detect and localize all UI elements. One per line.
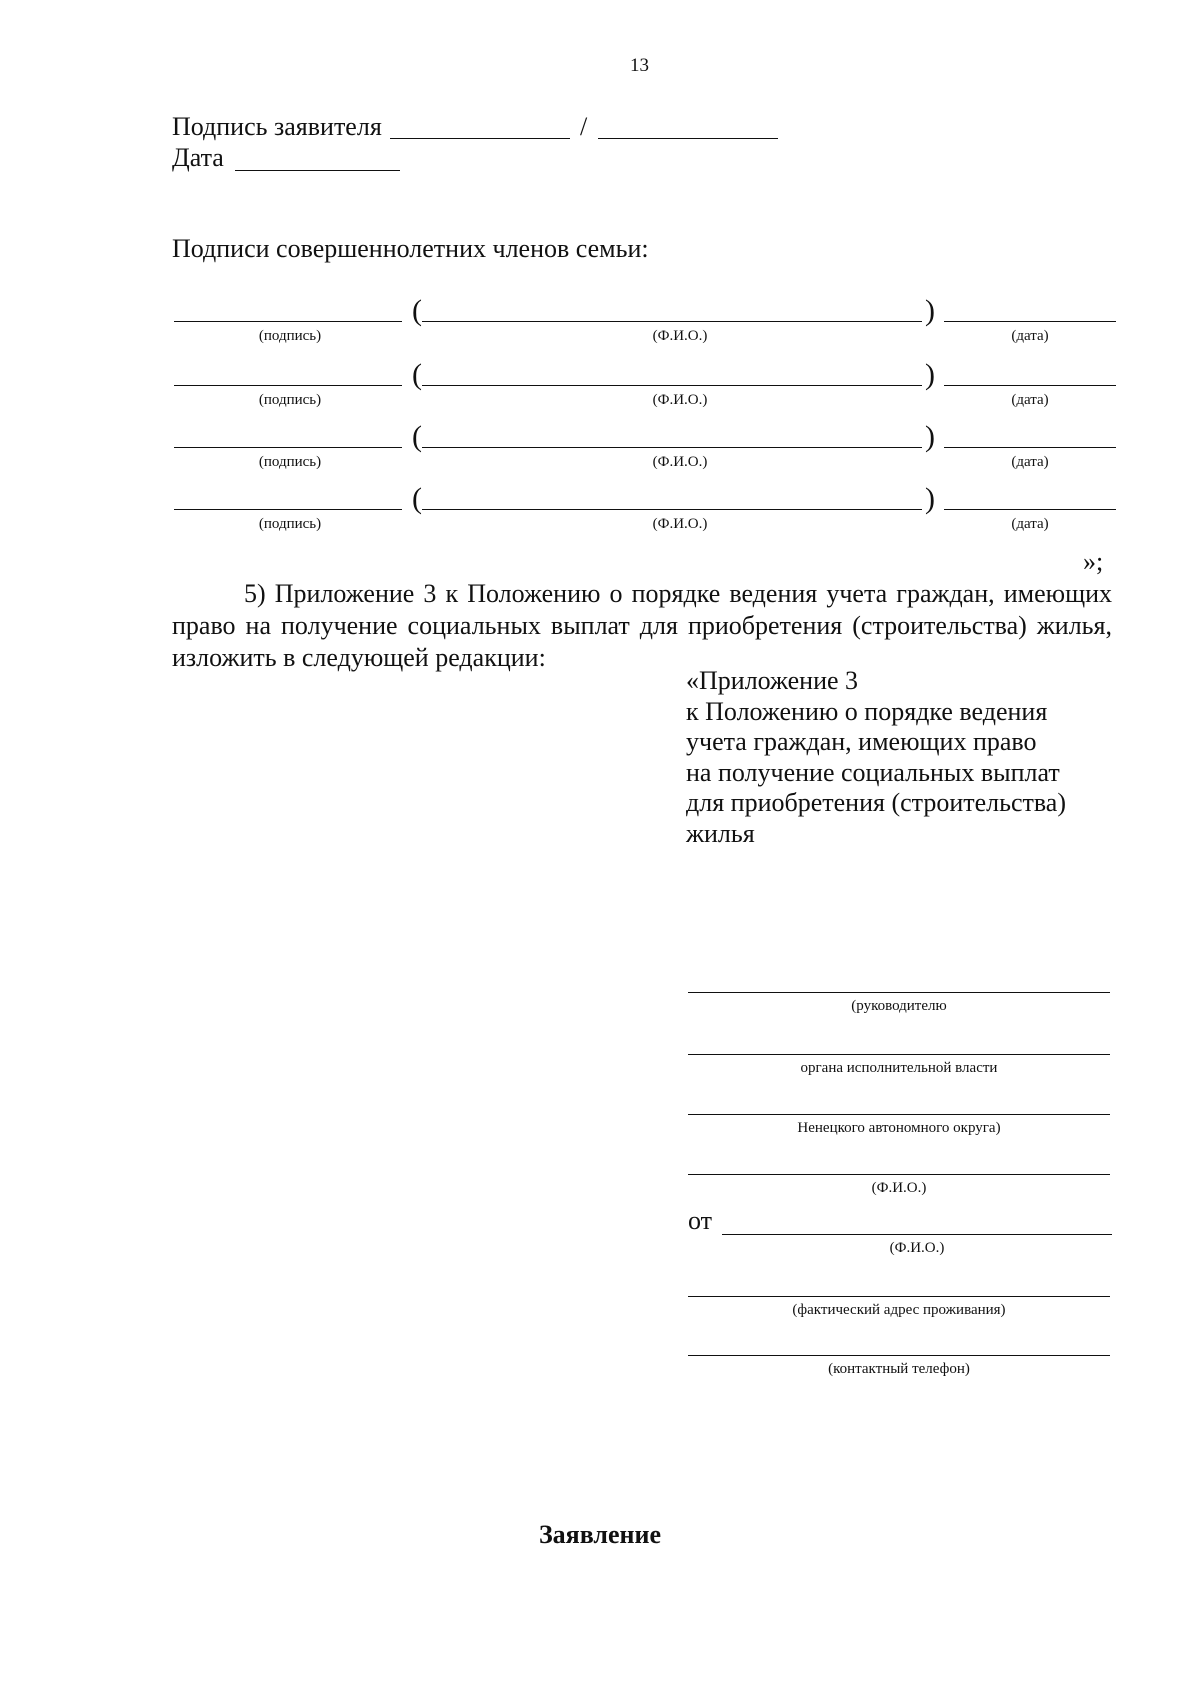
addressee-caption: (Ф.И.О.)	[889, 1240, 945, 1256]
date-caption: (дата)	[1011, 454, 1049, 470]
name-caption: (Ф.И.О.)	[652, 454, 708, 470]
annex-header	[686, 666, 1066, 849]
addressee-caption: (Ф.И.О.)	[871, 1180, 927, 1196]
annex-header-line: для приобретения (строительства)	[686, 788, 1067, 817]
paragraph-line: право на получение социальных выплат для приобретения (строительства) жилья,	[172, 611, 1112, 640]
paragraph-5	[172, 578, 1112, 674]
name-line[interactable]	[422, 447, 922, 448]
addressee-caption: (контактный телефон)	[828, 1361, 970, 1377]
signature-line[interactable]	[174, 447, 402, 448]
date-line[interactable]	[235, 170, 400, 171]
signature-caption: (подпись)	[258, 454, 322, 470]
date-line[interactable]	[944, 509, 1116, 510]
signature-caption: (подпись)	[258, 516, 322, 532]
name-caption: (Ф.И.О.)	[652, 392, 708, 408]
addressee-line[interactable]	[688, 1174, 1110, 1175]
annex-header-line: на получение социальных выплат	[686, 757, 1060, 787]
applicant-signature-line[interactable]	[390, 138, 570, 139]
date-caption: (дата)	[1011, 392, 1049, 408]
signature-line[interactable]	[174, 385, 402, 386]
signature-caption: (подпись)	[258, 328, 322, 344]
date-caption: (дата)	[1011, 516, 1049, 532]
addressee-line[interactable]	[688, 1296, 1110, 1297]
close-paren: )	[925, 420, 935, 453]
page-number: 13	[630, 55, 649, 76]
annex-header-line: «Приложение 3	[686, 666, 859, 695]
applicant-signature-label: Подпись заявителя	[172, 112, 382, 141]
name-line[interactable]	[422, 509, 922, 510]
from-label: от	[688, 1206, 713, 1235]
open-paren: (	[412, 482, 422, 515]
open-paren: (	[412, 420, 422, 453]
date-line[interactable]	[944, 447, 1116, 448]
addressee-line[interactable]	[722, 1234, 1112, 1235]
addressee-line[interactable]	[688, 992, 1110, 993]
addressee-line[interactable]	[688, 1054, 1110, 1055]
addressee-line[interactable]	[688, 1355, 1110, 1356]
annex-header-line: к Положению о порядке ведения	[686, 696, 1048, 726]
name-line[interactable]	[422, 385, 922, 386]
applicant-name-line[interactable]	[598, 138, 778, 139]
signature-caption: (подпись)	[258, 392, 322, 408]
closing-quote-mark: »;	[1083, 547, 1104, 576]
date-line[interactable]	[944, 385, 1116, 386]
annex-header-line: жилья	[686, 818, 755, 848]
annex-header-line: учета граждан, имеющих право	[686, 727, 1037, 756]
signature-separator: /	[580, 112, 588, 141]
addressee-line[interactable]	[688, 1114, 1110, 1115]
name-caption: (Ф.И.О.)	[652, 328, 708, 344]
addressee-caption: (фактический адрес проживания)	[792, 1302, 1006, 1318]
document-title: Заявление	[538, 1520, 662, 1549]
close-paren: )	[925, 294, 935, 327]
addressee-caption: (руководителю	[851, 998, 947, 1014]
close-paren: )	[925, 482, 935, 515]
close-paren: )	[925, 358, 935, 391]
signature-line[interactable]	[174, 509, 402, 510]
date-label: Дата	[172, 143, 224, 172]
date-caption: (дата)	[1011, 328, 1049, 344]
open-paren: (	[412, 358, 422, 391]
addressee-caption: органа исполнительной власти	[800, 1060, 998, 1076]
name-line[interactable]	[422, 321, 922, 322]
addressee-caption: Ненецкого автономного округа)	[797, 1120, 1001, 1136]
date-line[interactable]	[944, 321, 1116, 322]
paragraph-line: изложить в следующей редакции:	[172, 643, 546, 672]
name-caption: (Ф.И.О.)	[652, 516, 708, 532]
open-paren: (	[412, 294, 422, 327]
paragraph-line: 5) Приложение 3 к Положению о порядке ведения учета граждан, имеющих	[244, 579, 1112, 608]
family-signatures-heading: Подписи совершеннолетних членов семьи:	[172, 234, 649, 263]
signature-line[interactable]	[174, 321, 402, 322]
